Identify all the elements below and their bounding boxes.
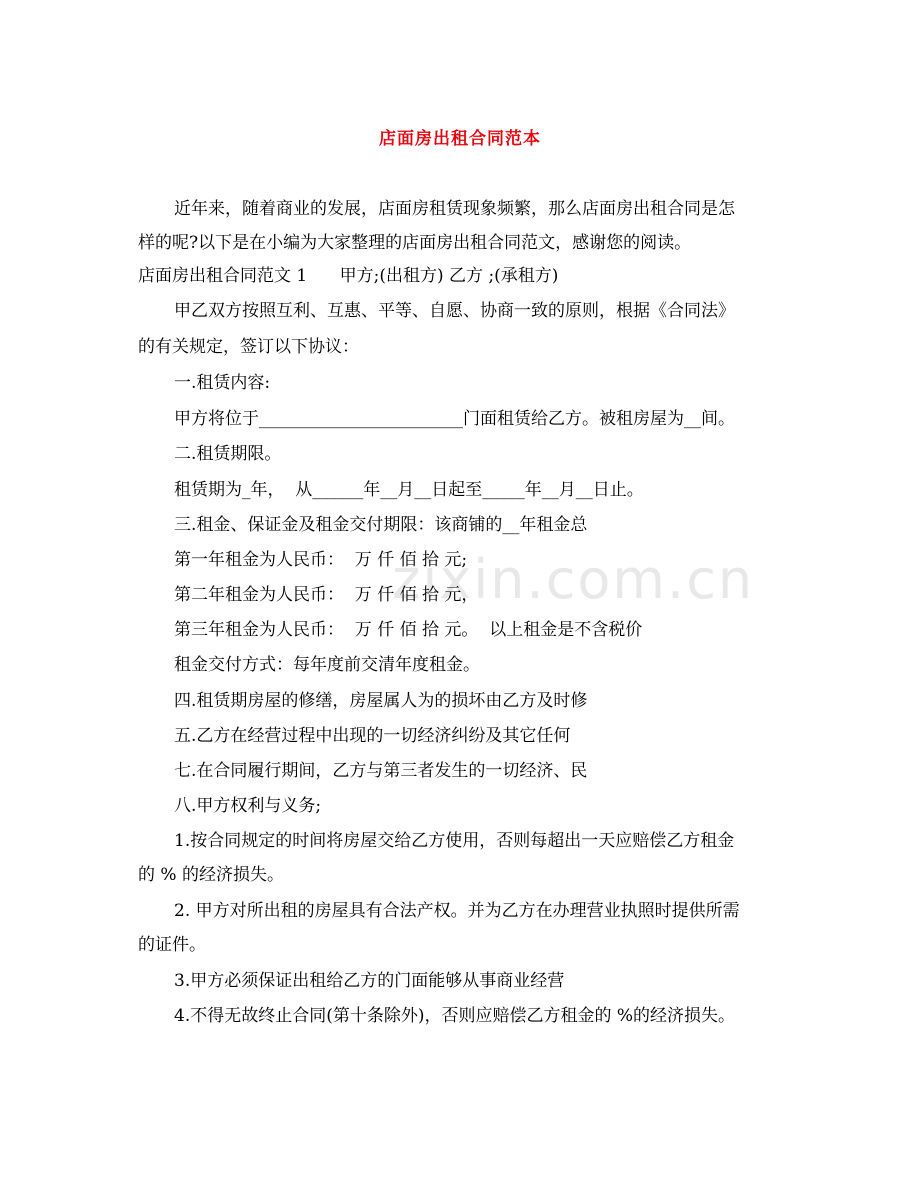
- section-heading: 八.甲方权利与义务;: [174, 796, 322, 816]
- paragraph-line: 店面房出租合同范文 1 甲方;(出租方) 乙方 ;(承租方): [138, 266, 559, 286]
- paragraph-line: 2. 甲方对所出租的房屋具有合法产权。并为乙方在办理营业执照时提供所需: [174, 901, 740, 921]
- paragraph-line: 第二年租金为人民币： 万 仟 佰 拾 元，: [174, 585, 479, 605]
- section-heading: 四.租赁期房屋的修缮，房屋属人为的损坏由乙方及时修: [174, 691, 588, 711]
- paragraph-line: 第三年租金为人民币： 万 仟 佰 拾 元。 以上租金是不含税价: [174, 620, 643, 640]
- paragraph-line: 甲乙双方按照互利、互惠、平等、自愿、协商一致的原则，根据《合同法》: [174, 301, 735, 321]
- section-heading: 二.租赁期限。: [174, 444, 282, 464]
- watermark: zixin.com.cn: [392, 548, 755, 611]
- section-heading: 三.租金、保证金及租金交付期限：该商铺的__年租金总: [174, 515, 588, 535]
- section-heading: 七.在合同履行期间，乙方与第三者发生的一切经济、民: [174, 761, 588, 781]
- paragraph-line: 第一年租金为人民币： 万 仟 佰 拾 元;: [174, 550, 468, 570]
- paragraph-line: 的证件。: [138, 935, 206, 955]
- paragraph-line: 的有关规定，签订以下协议：: [138, 337, 359, 357]
- document-title: 店面房出租合同范本: [379, 129, 541, 149]
- paragraph-line: 3.甲方必须保证出租给乙方的门面能够从事商业经营: [174, 971, 565, 991]
- paragraph-line: 甲方将位于________________________门面租赁给乙方。被租房屋为__间。: [174, 409, 735, 429]
- paragraph-line: 1.按合同规定的时间将房屋交给乙方使用，否则每超出一天应赔偿乙方租金: [174, 831, 735, 851]
- paragraph-line: 租金交付方式：每年度前交清年度租金。: [174, 655, 480, 675]
- section-heading: 五.乙方在经营过程中出现的一切经济纠纷及其它任何: [174, 726, 571, 746]
- paragraph-line: 4.不得无故终止合同(第十条除外)，否则应赔偿乙方租金的 %的经济损失。: [174, 1006, 736, 1026]
- section-heading: 一.租赁内容:: [174, 373, 271, 393]
- paragraph-line: 的 % 的经济损失。: [138, 865, 284, 885]
- paragraph-line: 租赁期为_年， 从______年__月__日起至_____年__月__日止。: [174, 480, 644, 500]
- paragraph-line: 近年来，随着商业的发展，店面房租赁现象频繁，那么店面房出租合同是怎: [174, 199, 735, 219]
- paragraph-line: 样的呢?以下是在小编为大家整理的店面房出租合同范文，感谢您的阅读。: [138, 233, 692, 253]
